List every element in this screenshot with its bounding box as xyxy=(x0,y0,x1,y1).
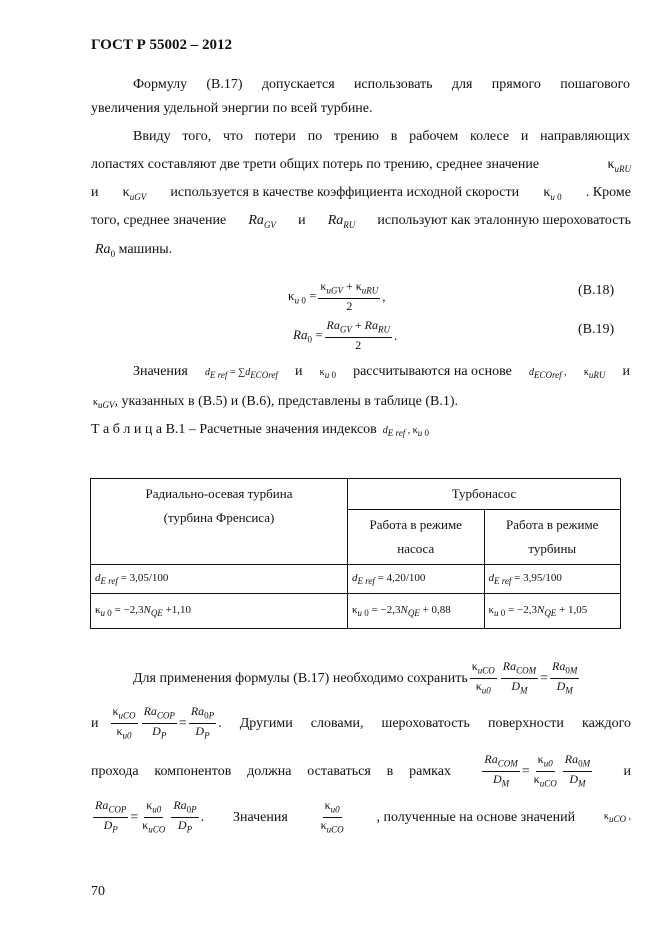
kappa-uRU-symbol: $\kappa_{uRU}$ xyxy=(583,367,606,380)
table-header-cell xyxy=(484,510,621,565)
page-number: 70 xyxy=(91,884,105,899)
paragraph-line xyxy=(91,752,631,792)
paragraph-line xyxy=(93,392,458,415)
kappa-u0-symbol: $\kappa_{u 0}$ xyxy=(319,367,336,380)
paragraph-line xyxy=(95,240,172,264)
kappa-uGV-symbol: $\kappa_{uGV}$ xyxy=(122,185,147,202)
header-text: Работа в режиме xyxy=(506,517,599,532)
table-header-cell xyxy=(348,510,485,565)
text-span: и xyxy=(623,763,631,779)
formula: $\frac{Ra_{COP}}{D_P}$ = $\frac{\kappa_{u0}}{\kappa_{uCO}}$ $\frac{Ra_{0P}}{D_P}$ . xyxy=(95,798,205,835)
document-header: ГОСТ Р 55002 – 2012 xyxy=(91,37,233,53)
text-span: Для применения формулы (В.17) необходимо сохранить xyxy=(133,670,468,686)
formula-fraction: $\frac{Ra_{COM}}{D_M}$ xyxy=(502,659,537,696)
table-row xyxy=(91,565,621,594)
text-span: . Кроме xyxy=(585,185,631,200)
text-span: и xyxy=(298,213,306,228)
table-cell: $d_{E ref} = 3,05/100$ xyxy=(91,565,348,594)
text-span: Значения xyxy=(133,364,188,379)
text-span: , полученные на основе значений xyxy=(376,809,576,825)
table-cell: $\kappa_{u 0} = -2,3N_{QE} + 0,88$ xyxy=(348,594,485,629)
text-span: . Другими словами, шероховатость поверхности каждого xyxy=(218,715,631,731)
formula-fraction: $\frac{Ra_{0P}}{D_P}$ xyxy=(190,704,215,741)
text-span: используется в качестве коэффициента исходной скорости xyxy=(170,185,520,200)
table-cell: $\kappa_{u 0} = -2,3N_{QE} + 1,05$ xyxy=(484,594,621,629)
text-span: машины. xyxy=(118,242,173,257)
formula-fraction: $\frac{\kappa_{uCO}}{\kappa_{u0}}$ xyxy=(471,659,495,696)
text-span: и xyxy=(622,364,630,379)
kappa-uRU-symbol: $\kappa_{uRU}$ xyxy=(607,157,631,174)
paragraph-line: Формулу (В.17) допускается использовать для прямого пошагового xyxy=(133,77,630,92)
table-caption xyxy=(91,420,429,443)
text-span: используют как эталонную шероховатость xyxy=(377,213,631,228)
equation-number: (В.18) xyxy=(578,283,615,298)
kappa-u0-symbol: $\kappa_{u 0}$ xyxy=(543,185,562,202)
paragraph-line: и $\frac{\kappa_{uCO}}{\kappa_{u0}}$ $\frac{Ra_{COP}}{D_P}$ = $\frac{Ra_{0P}}{D_P}$ . Другими словами, шероховатость поверхности каждого xyxy=(91,704,631,744)
text-span: того, среднее значение xyxy=(91,213,227,228)
d-Eref-sum-formula: $d_{E ref} = \sum d_{ECOref}$ xyxy=(204,367,278,380)
text-span: и xyxy=(91,715,99,731)
formula-fraction: $\frac{Ra_{0M}}{D_M}$ xyxy=(552,659,578,696)
header-text: (турбина Френсиса) xyxy=(163,510,275,525)
text-span: Значения xyxy=(232,809,288,825)
text-span: прохода компонентов должна оставаться в рамках xyxy=(91,763,451,779)
table-group-header: Турбонасос xyxy=(348,479,621,510)
text-span: лопастях составляют две трети общих потерь по трению, среднее значение xyxy=(91,157,540,172)
text-span: , указанных в (В.5) и (В.6), представлены в таблице (В.1). xyxy=(114,394,459,409)
d-Eref-symbol: $d_{E ref}$ , $\kappa_{u 0}$ xyxy=(382,425,430,438)
paragraph-line xyxy=(91,155,631,179)
paragraph-line xyxy=(91,798,631,838)
paragraph-line: Для применения формулы (В.17) необходимо сохранить $\frac{\kappa_{uCO}}{\kappa_{u0}}$ $\frac{Ra_{COM}}{D_M}$ = $\frac{Ra_{0M}}{D_M}$ xyxy=(133,659,581,699)
paragraph-line xyxy=(133,362,630,385)
formula-fraction: $\frac{\kappa_{u0}}{\kappa_{uCO}}$ xyxy=(320,798,344,835)
header-text: турбины xyxy=(528,541,577,556)
paragraph-line: увеличения удельной энергии по всей турбине. xyxy=(91,101,373,116)
d-ECOref-symbol: $d_{ECOref}$ , xyxy=(529,367,567,380)
equation-B19: $Ra_0$ = $\frac{Ra_{GV} + Ra_{RU}}{2}$ . xyxy=(293,318,398,353)
text-span: Т а б л и ц а В.1 – Расчетные значения индексов xyxy=(91,422,377,437)
table-cell: $d_{E ref} = 3,95/100$ xyxy=(484,565,621,594)
Ra0-symbol: $Ra_0$ xyxy=(95,242,116,259)
text-span: рассчитываются на основе xyxy=(353,364,512,379)
header-text: Работа в режиме xyxy=(369,517,462,532)
paragraph-line xyxy=(91,211,631,235)
equation-number: (В.19) xyxy=(578,322,615,337)
paragraph-line: Ввиду того, что потери по трению в рабочем колесе и направляющих xyxy=(133,129,630,144)
kappa-uGV-symbol: $\kappa_{uGV}$ xyxy=(93,397,115,410)
table-cell: $d_{E ref} = 4,20/100$ xyxy=(348,565,485,594)
table-header-cell xyxy=(91,479,348,565)
kappa-uCO-symbol: $\kappa_{uCO}$ , xyxy=(603,810,631,824)
table-cell: $\kappa_{u 0} = -2,3N_{QE} +1,10$ xyxy=(91,594,348,629)
table-row xyxy=(91,594,621,629)
text-span: и xyxy=(295,364,303,379)
formula-fraction: $\frac{\kappa_{uCO}}{\kappa_{u0}}$ xyxy=(112,704,136,741)
formula-fraction: $\frac{Ra_{COP}}{D_P}$ xyxy=(143,704,175,741)
header-text: насоса xyxy=(397,541,435,556)
formula: $\frac{Ra_{COM}}{D_M}$ = $\frac{\kappa_{u0}}{\kappa_{uCO}}$ $\frac{Ra_{0M}}{D_M}$ xyxy=(484,752,591,789)
Ra-RU-symbol: $Ra_{RU}$ xyxy=(327,213,356,230)
paragraph-line xyxy=(91,183,631,207)
header-text: Радиально-осевая турбина xyxy=(145,486,293,501)
Ra-GV-symbol: $Ra_{GV}$ xyxy=(248,213,276,230)
text-span: и xyxy=(91,185,99,200)
indices-table xyxy=(90,478,621,629)
equation-B18: $\kappa_{u 0}$ = $\frac{\kappa_{uGV} + \kappa_{uRU}}{2}$ , xyxy=(288,279,386,314)
